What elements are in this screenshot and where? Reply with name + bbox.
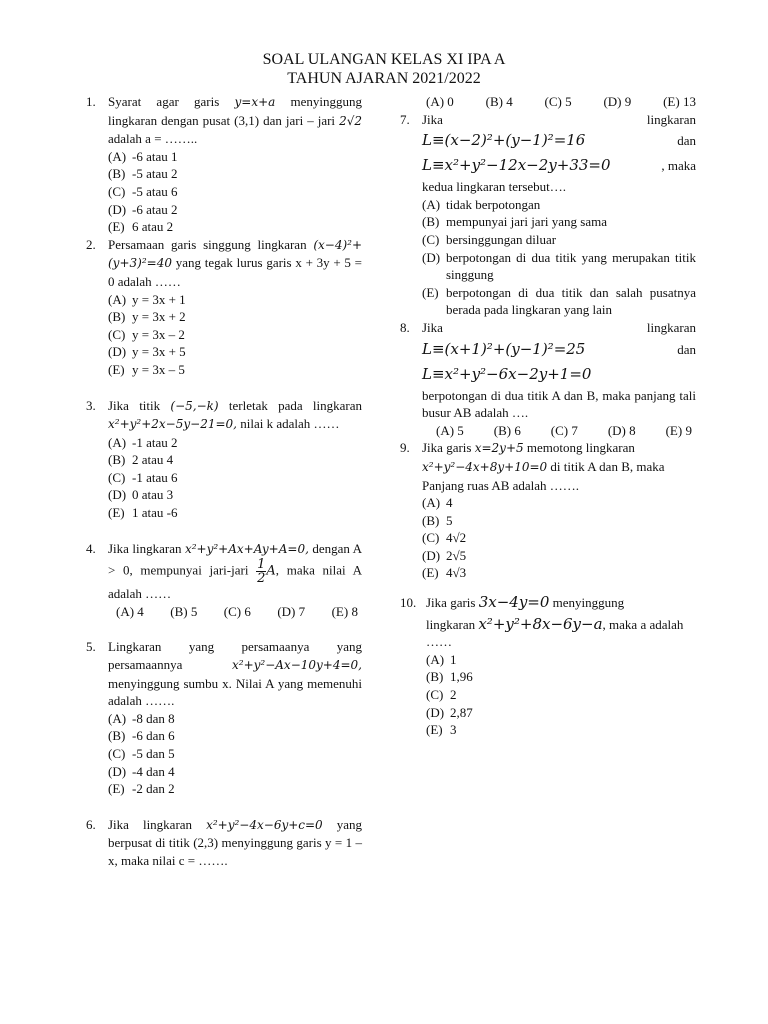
- question-5: [86, 638, 362, 797]
- option[interactable]: (B) mempunyai jari jari yang sama: [422, 214, 608, 230]
- question-number: 3.: [86, 397, 96, 413]
- option[interactable]: (B) 5: [422, 512, 453, 528]
- option[interactable]: (E) 1 atau -6: [108, 505, 178, 521]
- right-column: [400, 93, 696, 739]
- option[interactable]: (D) 8: [607, 422, 636, 438]
- answer-options: [422, 422, 696, 440]
- option[interactable]: (A) -6 atau 1: [108, 148, 178, 164]
- option[interactable]: (A) 1: [426, 651, 457, 667]
- question-number: 5.: [86, 639, 96, 655]
- option[interactable]: (A) y = 3x + 1: [108, 291, 186, 307]
- answer-options: [422, 196, 696, 319]
- question-7: 7. Jika lingkaran L≡(x−2)²+(y−1)²=16 dan L≡x²+y²−12x−2y+33=0 , maka kedua lingkaran tersebut…. (A) tidak berpotongan (B) mempunyai jari jari yang sama (C) bersinggungan diluar (D) berpotongan di dua titik yang merupakan titik singgung (E) berpotongan di dua titik dan salah pusatnya berada pada lingkaran yang lain: [400, 111, 696, 318]
- fraction: $\frac{1}{2}$: [257, 557, 266, 587]
- document-header: [0, 50, 768, 88]
- option[interactable]: (A) -8 dan 8: [108, 710, 175, 726]
- question-text: Syarat agar garis y=x+a menyinggung lingkaran dengan pusat (3,1) dan jari – jari 2√2 adalah a = ……..: [108, 94, 363, 147]
- option[interactable]: (E) 8: [331, 603, 358, 619]
- answer-options: [108, 291, 362, 379]
- option[interactable]: (E) 3: [426, 722, 457, 738]
- question-number: 9.: [400, 440, 410, 456]
- math-expression: 3x−4y=0: [478, 593, 550, 612]
- math-expression: L≡(x−2)²+(y−1)²=16: [422, 131, 586, 150]
- question-number: 2.: [86, 236, 96, 252]
- question-6-options: [400, 93, 696, 111]
- left-column: [86, 93, 362, 870]
- answer-options: [108, 603, 362, 621]
- option[interactable]: (E) 6 atau 2: [108, 219, 174, 235]
- question-text: Jika garis x=2y+5 memotong lingkaran x²+y²−4x+8y+10=0 di titik A dan B, maka Panjang ruas AB adalah …….: [422, 440, 665, 493]
- math-expression: y=x+a: [234, 95, 276, 109]
- question-text: Lingkaran yang persamaanya yang persamaannya x²+y²−Ax−10y+4=0, menyinggung sumbu x. Nilai A yang memenuhi adalah …….: [108, 639, 362, 709]
- document-subtitle: TAHUN AJARAN 2021/2022: [287, 70, 481, 87]
- option[interactable]: (A) 4: [422, 495, 453, 511]
- question-text: Jika titik (−5,−k) terletak pada lingkaran x²+y²+2x−5y−21=0, nilai k adalah ……: [108, 397, 363, 432]
- question-number: 6.: [86, 816, 96, 832]
- answer-options: [422, 494, 696, 582]
- question-text: Persamaan garis singgung lingkaran (x−4)²+(y+3)²=40 yang tegak lurus garis x + 3y + 5 = 0 adalah ……: [108, 236, 363, 289]
- question-2: [86, 236, 362, 379]
- math-expression: L≡x²+y²−12x−2y+33=0: [422, 156, 611, 175]
- question-number: 7.: [400, 111, 410, 127]
- math-expression: x=2y+5: [474, 441, 524, 456]
- question-4: [86, 540, 362, 621]
- option[interactable]: (B) 4: [485, 94, 513, 109]
- option[interactable]: (C) y = 3x – 2: [108, 326, 185, 342]
- option[interactable]: (D) 0 atau 3: [108, 487, 174, 503]
- math-expression: 2√2: [339, 113, 363, 128]
- option[interactable]: (E) berpotongan di dua titik dan salah pusatnya berada pada lingkaran yang lain: [422, 284, 696, 318]
- question-text: Jika lingkaran x²+y²−4x−6y+c=0 yang berpusat di titik (2,3) menyinggung garis y = 1 – x, maka nilai c = …….: [108, 816, 362, 868]
- math-expression: x²+y²−4x+8y+10=0: [422, 459, 548, 474]
- option[interactable]: (D) -4 dan 4: [108, 763, 175, 779]
- option[interactable]: (D) -6 atau 2: [108, 201, 178, 217]
- answer-options: [108, 434, 362, 522]
- question-number: 8.: [400, 319, 410, 335]
- option[interactable]: (B) 5: [170, 603, 198, 619]
- option[interactable]: (E) -2 dan 2: [108, 781, 175, 797]
- option[interactable]: (E) 4√3: [422, 565, 467, 581]
- option[interactable]: (A) 4: [116, 603, 144, 619]
- question-8: 8. Jika lingkaran L≡(x+1)²+(y−1)²=25 dan L≡x²+y²−6x−2y+1=0 berpotongan di dua titik A dan B, maka panjang tali busur AB adalah …. (A) 5 (B) 6 (C) 7 (D) 8 (E) 9: [400, 319, 696, 438]
- question-text: kedua lingkaran tersebut….: [422, 179, 567, 195]
- question-9: [400, 439, 696, 582]
- option[interactable]: (D) 2,87: [426, 704, 473, 720]
- option[interactable]: (B) -5 atau 2: [108, 166, 178, 182]
- option[interactable]: (C) -1 atau 6: [108, 469, 178, 485]
- option[interactable]: (A) 0: [426, 94, 454, 109]
- math-expression: L≡x²+y²−6x−2y+1=0: [422, 364, 592, 383]
- option[interactable]: (E) 13: [663, 94, 696, 109]
- option[interactable]: (C) 4√2: [422, 530, 467, 546]
- question-text: Jika garis 3x−4y=0 menyinggung: [426, 593, 625, 612]
- option[interactable]: (C) -5 dan 5: [108, 746, 175, 761]
- question-6: [86, 816, 362, 870]
- question-text: Jika lingkaran x²+y²+Ax+Ay+A=0, dengan A > 0, mempunyai jari-jari $\frac{1}{2}$ A, maka nilai A adalah ……: [108, 540, 362, 602]
- math-expression: x²+y²+Ax+Ay+A=0,: [184, 541, 309, 556]
- math-expression: x²+y²+8x−6y−a: [478, 614, 603, 633]
- answer-options: [426, 651, 696, 739]
- option[interactable]: (B) -6 dan 6: [108, 728, 175, 744]
- option[interactable]: (B) y = 3x + 2: [108, 309, 186, 325]
- option[interactable]: (D) berpotongan di dua titik yang merupakan titik singgung: [422, 249, 696, 283]
- option[interactable]: (C) 7: [550, 422, 578, 438]
- option[interactable]: (C) 2: [426, 687, 457, 703]
- option[interactable]: (A) 5: [436, 422, 464, 438]
- math-expression: x²+y²−Ax−10y+4=0,: [231, 658, 362, 673]
- question-number: 10.: [400, 595, 417, 611]
- math-expression: x²+y²−4x−6y+c=0: [206, 817, 323, 832]
- option[interactable]: (B) 1,96: [426, 669, 473, 685]
- answer-options: [108, 710, 362, 798]
- option[interactable]: (D) 7: [277, 603, 306, 619]
- option[interactable]: (A) tidak berpotongan: [422, 196, 541, 212]
- question-10: 10. Jika garis 3x−4y=0 menyinggung lingkaran x²+y²+8x−6y−a, maka a adalah …… (A) 1 (B) 1,96 (C) 2 (D) 2,87 (E) 3: [400, 594, 696, 739]
- option[interactable]: (E) 9: [665, 422, 692, 438]
- option[interactable]: (C) bersinggungan diluar: [422, 231, 557, 247]
- math-expression: (x−4)²+(y+3)²=40: [108, 237, 363, 271]
- option[interactable]: (C) 5: [544, 94, 572, 109]
- question-3: [86, 397, 362, 522]
- document-title: SOAL ULANGAN KELAS XI IPA A: [262, 51, 506, 68]
- option[interactable]: (D) 2√5: [422, 547, 467, 563]
- answer-options: [108, 148, 362, 236]
- question-number: 4.: [86, 540, 96, 556]
- option[interactable]: (D) y = 3x + 5: [108, 344, 186, 360]
- option[interactable]: (A) -1 atau 2: [108, 434, 178, 450]
- option[interactable]: (C) -5 atau 6: [108, 183, 178, 199]
- option[interactable]: (E) y = 3x – 5: [108, 361, 185, 377]
- question-number: 1.: [86, 94, 96, 109]
- math-expression: L≡(x+1)²+(y−1)²=25: [422, 339, 586, 358]
- math-expression: x²+y²+2x−5y−21=0,: [108, 417, 237, 432]
- option[interactable]: (B) 6: [493, 422, 521, 438]
- question-text: berpotongan di dua titik A dan B, maka panjang tali busur AB adalah ….: [422, 387, 696, 421]
- question-1: [86, 93, 362, 236]
- math-expression: (−5,−k): [170, 398, 219, 413]
- option[interactable]: (C) 6: [223, 603, 251, 619]
- option[interactable]: (B) 2 atau 4: [108, 452, 174, 468]
- option[interactable]: (D) 9: [603, 94, 632, 109]
